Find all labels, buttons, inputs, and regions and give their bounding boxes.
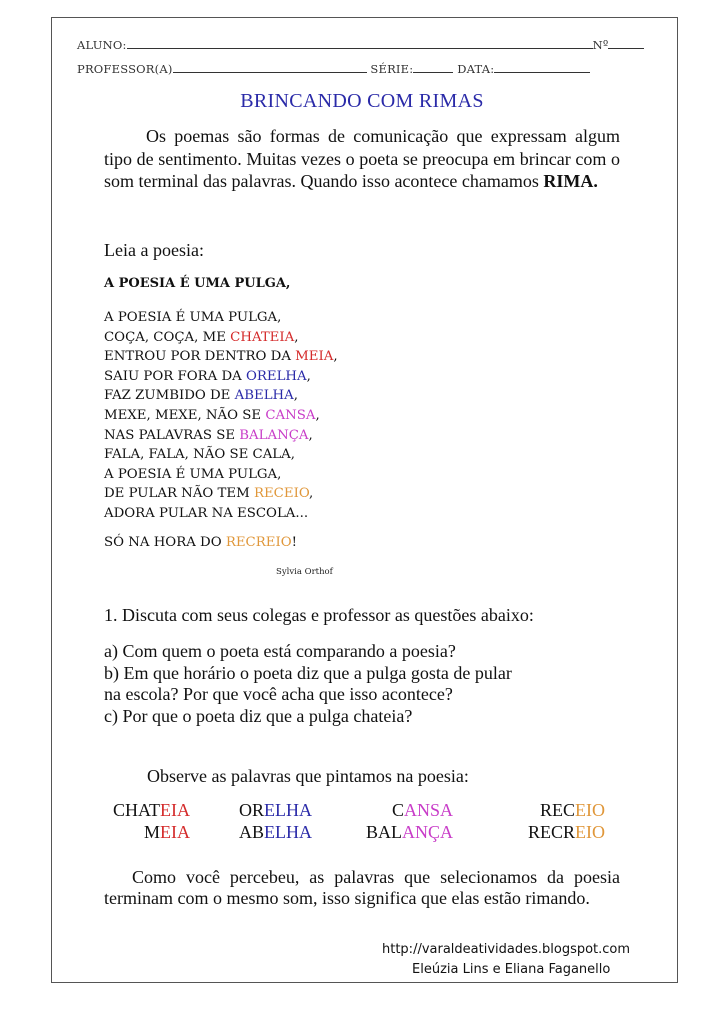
poem-line [104, 367, 338, 387]
poem-text: ENTROU POR DENTRO DA [104, 349, 296, 365]
poem-line [104, 347, 338, 367]
leia-label: Leia a poesia: [104, 240, 204, 260]
aluno-blank[interactable] [127, 38, 593, 49]
professor-blank[interactable] [173, 62, 367, 73]
data-blank[interactable] [494, 62, 590, 73]
rhyme-word: MEIA [295, 349, 334, 365]
word-ending: EIA [160, 800, 190, 820]
poem-text: SAIU POR FORA DA [104, 368, 246, 384]
poem-line [104, 484, 338, 504]
poem-text: ADORA PULAR NA ESCOLA... [104, 505, 309, 521]
serie-blank[interactable] [413, 62, 453, 73]
poem-text: DE PULAR NÃO TEM [104, 486, 254, 502]
question-item: b) Em que horário o poeta diz que a pulga gosta de pular [104, 662, 512, 683]
intro-bold: RIMA. [543, 171, 598, 191]
poem-line [104, 386, 338, 406]
rhyme-pair-word [239, 822, 312, 843]
poem-text: A POESIA É UMA PULGA, [104, 466, 282, 482]
word-ending: EIO [575, 800, 605, 820]
numero-label: Nº [592, 38, 609, 52]
question-item: c) Por que o poeta diz que a pulga chateia? [104, 705, 413, 726]
poem-line [104, 308, 338, 328]
word-stem: BAL [365, 822, 402, 842]
rhyme-word: CANSA [265, 407, 316, 423]
question-item: a) Com quem o poeta está comparando a poesia? [104, 641, 456, 661]
rhyme-pair-word [366, 822, 453, 843]
rhyme-pair-word [239, 800, 312, 821]
poem-last-line [104, 535, 297, 550]
professor-label: PROFESSOR(A) [77, 62, 173, 76]
word-ending: ELHA [264, 822, 312, 842]
poem-text: A POESIA É UMA PULGA, [104, 310, 282, 325]
rhyme-pair-word [144, 822, 190, 843]
credit-authors: Eleúzia Lins e Eliana Faganello [412, 962, 611, 977]
poem-punct: , [293, 388, 298, 404]
poem-text: FAZ ZUMBIDO DE [104, 388, 235, 404]
questions-list [104, 641, 512, 727]
poem-author: Sylvia Orthof [276, 567, 333, 577]
word-stem: AB [238, 822, 264, 842]
rhyme-pair-word [540, 800, 605, 821]
word-stem: C [391, 800, 404, 820]
rhyme-word: RECREIO [225, 535, 292, 550]
word-stem: M [143, 822, 160, 842]
word-stem: CHAT [112, 800, 160, 820]
rhyme-word: CHATEIA [230, 329, 295, 345]
poem-punct: , [294, 329, 299, 345]
page-title: BRINCANDO COM RIMAS [240, 90, 484, 112]
rhyme-pair-word [392, 800, 453, 821]
rhyme-pair-word [528, 822, 605, 843]
poem-punct: , [315, 407, 320, 423]
poem-line [104, 465, 338, 485]
poem-line [104, 406, 338, 426]
professor-row [77, 62, 590, 76]
credit-url: http://varaldeatividades.blogspot.com [382, 942, 631, 957]
rhyme-word: ORELHA [245, 368, 307, 384]
poem-punct: , [306, 368, 311, 384]
word-ending: ANÇA [401, 822, 453, 842]
aluno-row [77, 38, 644, 52]
word-ending: ELHA [264, 800, 312, 820]
poem-text: NAS PALAVRAS SE [104, 427, 240, 443]
word-stem: RECR [527, 822, 575, 842]
data-label: DATA: [457, 62, 495, 76]
poem-title: A POESIA É UMA PULGA, [104, 276, 291, 291]
conclusion-paragraph [104, 867, 620, 909]
poem-line [104, 328, 338, 348]
intro-text: Os poemas são formas de comunicação que expressam algum tipo de sentimento. Muitas vezes o poeta se preocupa em brincar com o som terminal das palavras. Quando isso acontece chamamos [104, 126, 620, 191]
poem-line [104, 504, 338, 524]
aluno-label: ALUNO: [77, 38, 127, 52]
rhyme-word: BALANÇA [239, 427, 309, 443]
question-item: na escola? Por que você acha que isso acontece? [104, 684, 453, 705]
word-stem: OR [238, 800, 264, 820]
intro-paragraph [104, 125, 620, 193]
numero-blank[interactable] [608, 38, 644, 49]
questions-heading: 1. Discuta com seus colegas e professor as questões abaixo: [104, 605, 534, 625]
conclusion-text: Como você percebeu, as palavras que selecionamos da poesia terminam com o mesmo som, isso significa que elas estão rimando. [104, 867, 620, 908]
poem-text: SÓ NA HORA DO [104, 535, 226, 550]
rhyme-word: RECEIO [253, 486, 309, 502]
poem-text: MEXE, MEXE, NÃO SE [104, 407, 266, 423]
rhyme-pair-word [113, 800, 190, 821]
poem-text: COÇA, COÇA, ME [104, 329, 231, 345]
word-ending: ANSA [403, 800, 453, 820]
poem-punct: , [308, 486, 314, 502]
poem-text: FALA, FALA, NÃO SE CALA, [104, 447, 295, 463]
poem-line [104, 426, 338, 446]
poem-punct: , [308, 427, 313, 443]
word-stem: REC [539, 800, 575, 820]
poem [104, 308, 338, 524]
poem-punct: , [333, 349, 338, 365]
poem-punct: ! [291, 535, 297, 550]
rhyme-word: ABELHA [234, 388, 294, 404]
word-ending: EIO [575, 822, 605, 842]
word-ending: EIA [160, 822, 190, 842]
serie-label: SÉRIE: [370, 62, 414, 76]
poem-line [104, 445, 338, 465]
observe-text: Observe as palavras que pintamos na poesia: [147, 766, 469, 786]
